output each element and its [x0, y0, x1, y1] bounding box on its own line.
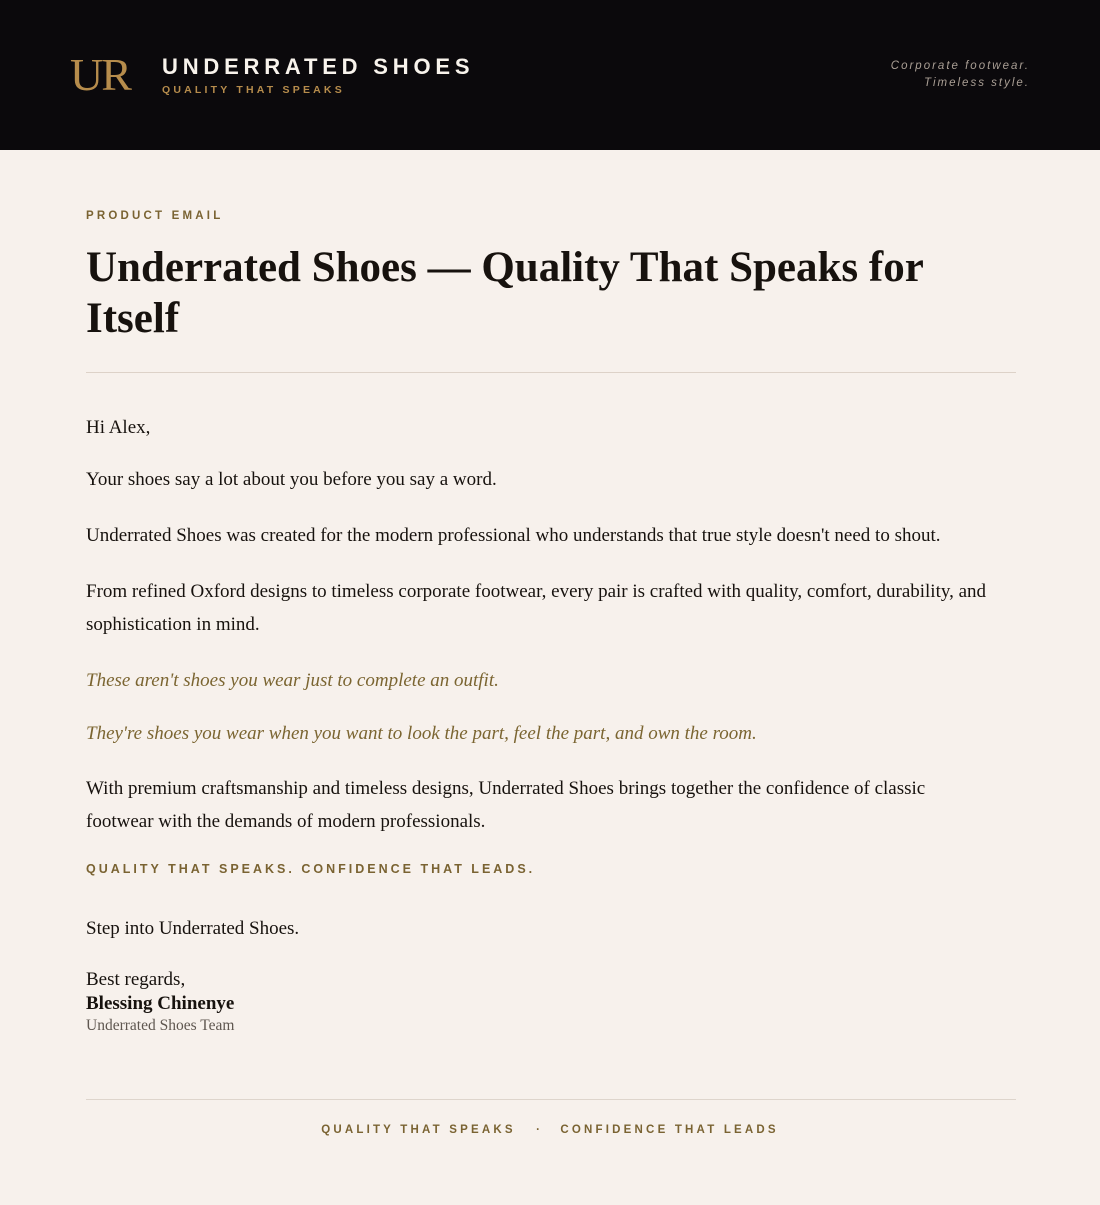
craft-paragraph-line-1: From refined Oxford designs to timeless corporate footwear, every pair is crafted with quality, comfort, durability, and [86, 581, 987, 602]
footer-divider [86, 1099, 1016, 1100]
email-footer [0, 1124, 1100, 1136]
highlight-quote-1: These aren't shoes you wear just to complete an outfit. [86, 670, 499, 691]
intro-paragraph: Your shoes say a lot about you before you say a word. [86, 469, 497, 490]
brand-purpose-paragraph: Underrated Shoes was created for the modern professional who understands that true style doesn't need to shout. [86, 525, 941, 546]
signoff: Best regards, [86, 969, 186, 990]
design-paragraph-line-1: With premium craftsmanship and timeless designs, Underrated Shoes brings together the confidence of classic [86, 778, 926, 799]
footer-tagline-right: CONFIDENCE THAT LEADS [560, 1124, 779, 1136]
footer-tagline-left: QUALITY THAT SPEAKS [321, 1124, 516, 1136]
craft-paragraph-line-2: sophistication in mind. [86, 614, 260, 635]
brand-tagline: QUALITY THAT SPEAKS [162, 84, 345, 96]
sender-team: Underrated Shoes Team [86, 1017, 235, 1034]
title-divider [86, 372, 1016, 373]
brand-logo-mark: UR [70, 49, 130, 100]
greeting: Hi Alex, [86, 417, 151, 438]
email-header [0, 0, 1100, 150]
sender-name: Blessing Chinenye [86, 993, 235, 1014]
header-note-line-1: Corporate footwear. [890, 60, 1030, 72]
design-paragraph-line-2: footwear with the demands of modern professionals. [86, 811, 486, 832]
header-note-line-2: Timeless style. [924, 77, 1030, 89]
footer-separator: · [536, 1124, 540, 1136]
email-tagline: QUALITY THAT SPEAKS. CONFIDENCE THAT LEADS. [86, 862, 536, 876]
highlight-quote-2: They're shoes you wear when you want to look the part, feel the part, and own the room. [86, 723, 757, 744]
email-category-label: PRODUCT EMAIL [86, 210, 224, 222]
brand-name: UNDERRATED SHOES [162, 54, 475, 79]
email-title: Underrated Shoes — Quality That Speaks for Itself [86, 244, 924, 342]
header-note [891, 58, 1030, 92]
closing-line: Step into Underrated Shoes. [86, 918, 300, 939]
